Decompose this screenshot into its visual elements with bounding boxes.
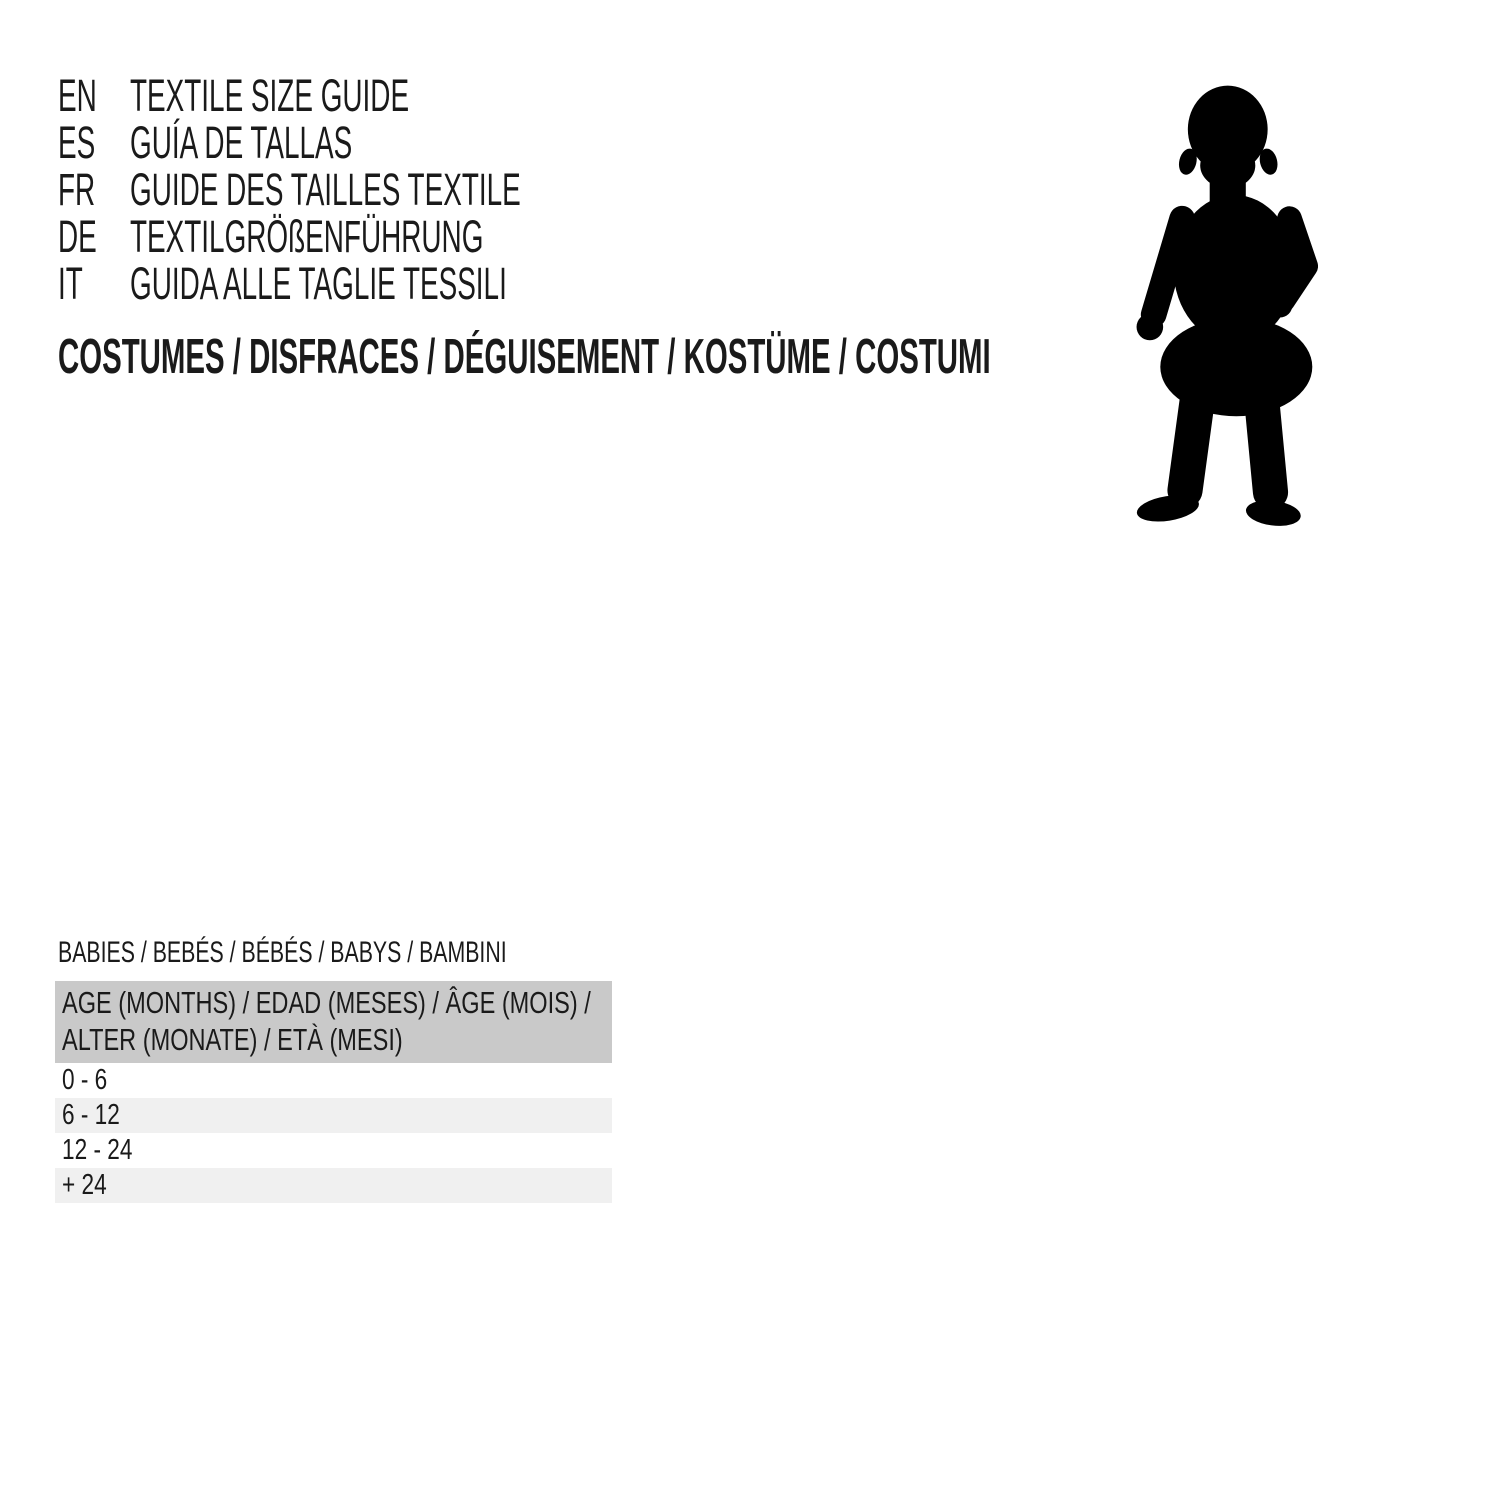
language-code: ES bbox=[58, 117, 96, 168]
size-guide-title-fr: GUIDE DES TAILLES TEXTILE bbox=[130, 164, 521, 215]
age-table-header bbox=[55, 981, 612, 1063]
language-code: IT bbox=[58, 258, 83, 309]
category-title: COSTUMES / DISFRACES / DÉGUISEMENT / KOSTÜME / COSTUMI bbox=[58, 330, 991, 384]
language-row-es bbox=[58, 119, 760, 166]
language-code: FR bbox=[58, 164, 96, 215]
language-code: EN bbox=[58, 70, 97, 121]
age-table-row: 6 - 12 bbox=[55, 1098, 612, 1133]
age-table-row: 12 - 24 bbox=[55, 1133, 612, 1168]
size-guide-title-es: GUÍA DE TALLAS bbox=[130, 117, 353, 168]
language-row-fr bbox=[58, 166, 760, 213]
size-guide-title-it: GUIDA ALLE TAGLIE TESSILI bbox=[130, 258, 507, 309]
age-table-header-line-2: ALTER (MONATE) / ETÀ (MESI) bbox=[62, 1022, 403, 1057]
baby-silhouette-icon bbox=[1128, 78, 1318, 536]
language-row-it bbox=[58, 260, 760, 307]
age-table-header-line-1: AGE (MONTHS) / EDAD (MESES) / ÂGE (MOIS) / bbox=[62, 985, 591, 1020]
language-code: DE bbox=[58, 211, 97, 262]
size-guide-title-en: TEXTILE SIZE GUIDE bbox=[130, 70, 410, 121]
language-list bbox=[58, 72, 760, 307]
language-row-de bbox=[58, 213, 760, 260]
age-table bbox=[55, 981, 612, 1203]
size-guide-title-de: TEXTILGRÖßENFÜHRUNG bbox=[130, 211, 484, 262]
section-title-babies: BABIES / BEBÉS / BÉBÉS / BABYS / BAMBINI bbox=[58, 936, 507, 969]
age-table-row: 0 - 6 bbox=[55, 1063, 612, 1098]
language-row-en bbox=[58, 72, 760, 119]
age-table-row: + 24 bbox=[55, 1168, 612, 1203]
